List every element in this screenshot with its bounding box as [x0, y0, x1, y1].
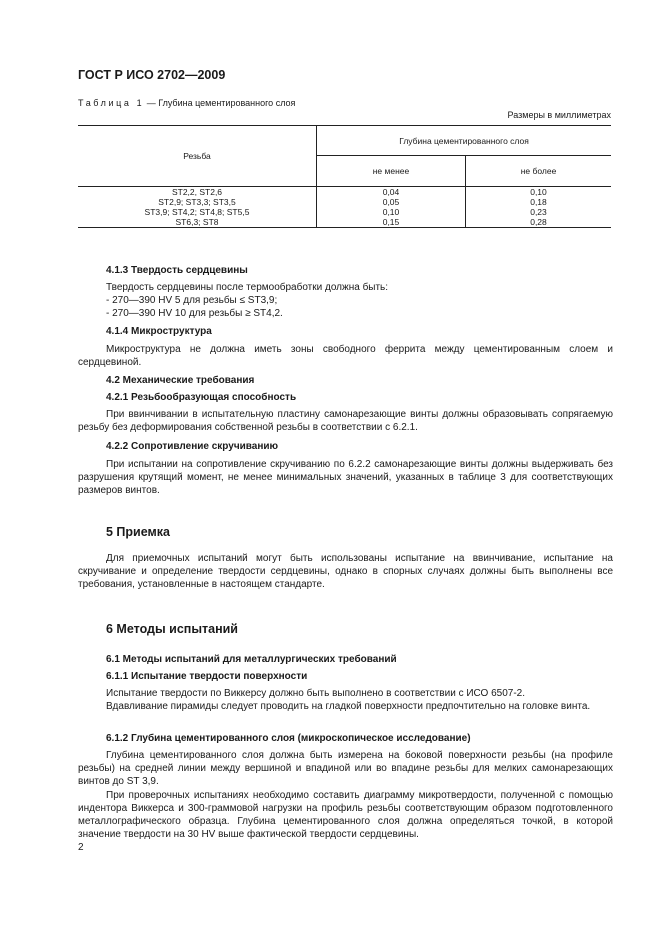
header-min: не менее	[317, 156, 466, 187]
table-units: Размеры в миллиметрах	[507, 110, 611, 120]
section-6-1-2-body	[78, 749, 613, 841]
heading-6-1-2: 6.1.2 Глубина цементированного слоя (микроскопическое исследование)	[106, 733, 471, 744]
table-cell: 0,18	[530, 197, 547, 207]
paragraph: Твердость сердцевины после термообработки должна быть:	[106, 282, 389, 293]
header-max: не более	[466, 156, 612, 187]
table-cell: 0,10	[382, 207, 400, 217]
table-cell: ST6,3; ST8	[175, 217, 219, 227]
max-column	[466, 187, 612, 228]
table-cell: ST3,9; ST4,2; ST4,8; ST5,5	[144, 207, 250, 217]
paragraph: Глубина цементированного слоя должна быть измерена на боковой поверхности резьбы (на профиле резьбы) на средней линии между вершиной и впадиной или во впадине резьбы для мелких самонарезающих винтов до ST 3,9.	[78, 750, 613, 788]
table-cell: 0,05	[382, 197, 400, 207]
heading-section-5: 5 Приемка	[106, 525, 170, 539]
paragraph: При ввинчивании в испытательную пластину самонарезающие винты должны образовывать сопрягаемую резьбу без деформирования собственной резьбы в соответствии с 6.2.1.	[78, 409, 613, 434]
list-item: - 270—390 HV 10 для резьбы ≥ ST4,2.	[106, 308, 283, 320]
section-4-1-3-body	[78, 281, 613, 321]
heading-6-1: 6.1 Методы испытаний для металлургических требований	[106, 654, 397, 665]
table-body	[78, 187, 611, 228]
table-cell: ST2,2, ST2,6	[171, 187, 223, 197]
heading-4-2-1: 4.2.1 Резьбообразующая способность	[106, 392, 297, 403]
page-number: 2	[78, 842, 84, 853]
heading-section-6: 6 Методы испытаний	[106, 622, 238, 636]
header-depth: Глубина цементированного слоя	[317, 126, 612, 156]
paragraph: Испытание твердости по Виккерсу должно быть выполнено в соответствии с ИСО 6507-2.	[106, 688, 526, 699]
paragraph: Для приемочных испытаний могут быть использованы испытание на ввинчивание, испытание на скручивание и определение твердости сердцевины, однако в спорных случаях должны быть выполнены все требования, установленные в настоящем стандарте.	[78, 553, 613, 591]
paragraph: Вдавливание пирамиды следует проводить на гладкой поверхности предпочтительно на головке винта.	[106, 701, 591, 713]
thread-column	[78, 187, 317, 228]
heading-4-2-2: 4.2.2 Сопротивление скручиванию	[106, 441, 279, 452]
paragraph: Микроструктура не должна иметь зоны свободного феррита между цементированным слоем и сердцевиной.	[78, 344, 613, 369]
heading-4-2: 4.2 Механические требования	[106, 375, 255, 386]
table-cell: 0,15	[382, 217, 400, 227]
table-caption	[78, 98, 295, 108]
table-cell: 0,28	[530, 217, 547, 227]
table-cell: 0,23	[530, 207, 547, 217]
table-caption-text: — Глубина цементированного слоя	[144, 98, 296, 108]
table-header-row	[78, 126, 611, 156]
heading-4-1-3: 4.1.3 Твердость сердцевины	[106, 265, 248, 276]
list-item: - 270—390 HV 5 для резьбы ≤ ST3,9;	[106, 295, 278, 307]
paragraph: При проверочных испытаниях необходимо составить диаграмму микротвердости, полученной с помощью индентора Виккерса и 300-граммовой нагрузки на профиль резьбы соответствующим образом подготовленного металлографического образца. Глубина цементированного слоя должна определяться точкой, в которой значение твердости на 30 HV выше фактической твердости сердцевины.	[78, 789, 613, 841]
standard-header: ГОСТ Р ИСО 2702—2009	[78, 68, 226, 82]
heading-4-1-4: 4.1.4 Микроструктура	[106, 326, 212, 337]
table-cell: 0,04	[382, 187, 400, 197]
table-caption-label: Таблица 1	[78, 98, 145, 108]
table-cell: 0,10	[530, 187, 547, 197]
paragraph: При испытании на сопротивление скручиванию по 6.2.2 самонарезающие винты должны выдерживать без разрушения крутящий момент, не менее минимальных значений, указанных в таблице 3 для соответствующих размеров винтов.	[78, 459, 613, 497]
case-depth-table	[78, 125, 611, 228]
heading-6-1-1: 6.1.1 Испытание твердости поверхности	[106, 671, 308, 682]
table-cell: ST2,9; ST3,3; ST3,5	[158, 197, 236, 207]
header-thread: Резьба	[183, 151, 211, 161]
section-6-1-1-body	[78, 687, 613, 713]
min-column	[317, 187, 466, 228]
